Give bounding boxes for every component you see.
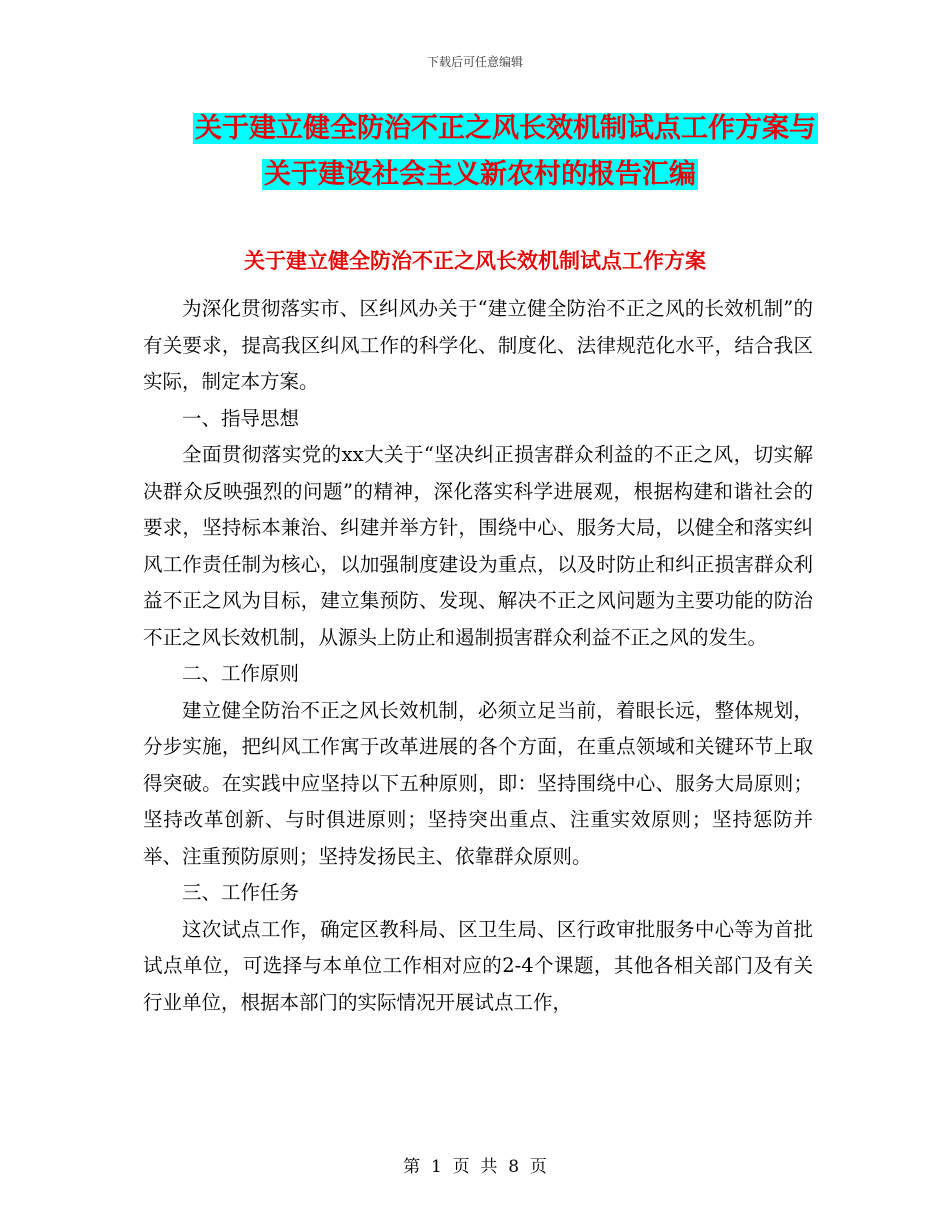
paragraph-work-tasks: 这次试点工作，确定区教科局、区卫生局、区行政审批服务中心等为首批试点单位，可选择与本单位工作相对应的2-4个课题，其他各相关部门及有关行业单位，根据本部门的实际情况开展试点工作，: [143, 917, 813, 1014]
section-title: 关于建立健全防治不正之风长效机制试点工作方案: [244, 249, 706, 273]
page-header-note: 下载后可任意编辑: [426, 55, 523, 69]
main-title-line-2-text: 关于建设社会主义新农村的报告汇编: [264, 159, 696, 190]
heading-guiding-ideology: 一、指导思想: [182, 406, 300, 430]
main-title-line-1: [193, 109, 818, 149]
heading-work-principles: 二、工作原则: [182, 662, 300, 685]
document-body: [143, 291, 813, 1021]
main-title-line-1-text: 关于建立健全防治不正之风长效机制试点工作方案与: [195, 113, 816, 144]
paragraph-work-principles: 建立健全防治不正之风长效机制，必须立足当前，着眼长远，整体规划，分步实施，把纠风工作寓于改革进展的各个方面，在重点领域和关键环节上取得突破。在实践中应坚持以下五种原则，即：坚持围绕中心、服务大局原则；坚持改革创新、与时俱进原则；坚持突出重点、注重实效原则；坚持惩防并举、注重预防原则；坚持发扬民主、依靠群众原则。: [143, 698, 813, 868]
page-number-footer: 第 1 页 共 8 页: [403, 1157, 547, 1177]
paragraph-guiding-ideology: 全面贯彻落实党的xx大关于“坚决纠正损害群众利益的不正之风，切实解决群众反映强烈的问题”的精神，深化落实科学进展观，根据构建和谐社会的要求，坚持标本兼治、纠建并举方针，围绕中心、服务大局，以健全和落实纠风工作责任制为核心，以加强制度建设为重点，以及时防止和纠正损害群众利益不正之风为目标，建立集预防、发现、解决不正之风问题为主要功能的防治不正之风长效机制，从源头上防止和遏制损害群众利益不正之风的发生。: [143, 443, 813, 649]
main-title-line-2: [262, 155, 698, 195]
paragraph-intro: 为深化贯彻落实市、区纠风办关于“建立健全防治不正之风的长效机制”的有关要求，提高我区纠风工作的科学化、制度化、法律规范化水平，结合我区实际，制定本方案。: [143, 297, 813, 393]
heading-work-tasks: 三、工作任务: [182, 881, 300, 904]
